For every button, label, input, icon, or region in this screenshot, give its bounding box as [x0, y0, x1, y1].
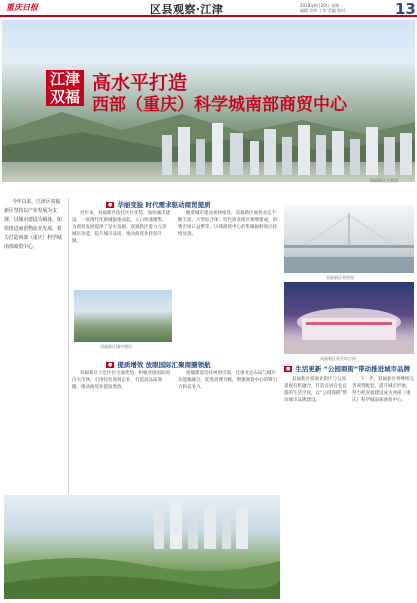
section-kicker-1: ●: [108, 201, 113, 208]
photo2-caption: 双福新区效果图: [326, 275, 354, 280]
mall-illustration: [284, 282, 414, 354]
column-rule: [68, 198, 69, 494]
issue-staff: 编辑 宣传 工作 美编 校对: [300, 8, 346, 13]
body-column-2: 随着城市建设加快推进，双福新区商贸业态不断丰富，大型综合体、特色商业街区相继建成，消费市场日益繁荣，区域商贸中心的集聚辐射效应持续显现。: [178, 211, 277, 237]
hero-photo: [2, 20, 415, 182]
body-column-5: 双福新区将商业街区与公园景观有机融合，打造宜居宜业宜游的生活空间，以“公园商街”带动城市品牌建设。: [284, 377, 348, 403]
section-heading-3-text: 生活更新 “公园商街”带动推进城市品牌: [295, 365, 411, 373]
section-kicker-2: ●: [108, 361, 113, 368]
body-column-4: 商圈建设坚持规划引领，注重业态布局与城市功能相融合，促进消费升级，增强商贸中心的吸引力和竞争力。: [178, 371, 277, 390]
hero-title-line1: 高水平打造: [92, 72, 188, 94]
section-heading-2: [106, 360, 211, 369]
city-construction-photo: [74, 290, 172, 342]
bridge-illustration: [284, 205, 414, 273]
issue-meta: [300, 3, 345, 13]
body-column-3: 双福新区立足区位交通优势，积极对接国际国内大市场，引进知名商贸企业，打造高品质商圈，推动商贸业提质增效。: [72, 371, 170, 390]
section-kicker-3: ●: [286, 365, 291, 372]
park-illustration: [4, 495, 280, 599]
lead-paragraph: 今年以来，江津区双福新区坚持以产业发展为支撑、以城市建设为载体，加快推进商贸物流业发展，着力打造西部（重庆）科学城南部商贸中心。: [4, 199, 62, 250]
rendering-photo: [284, 205, 414, 273]
photo1-caption: 双福新区城市建设: [100, 344, 132, 349]
section-heading-1-text: 华丽变脸 时代需求驱动商贸提质: [117, 201, 211, 209]
city-skyline: [152, 115, 415, 175]
section-heading-3: [284, 364, 410, 373]
city-landscape-photo: [4, 495, 280, 599]
photo4-caption: 双福新区城市风貌: [220, 592, 252, 597]
hero-title-line2: 西部（重庆）科学城南部商贸中心: [92, 95, 347, 115]
page-number: 13: [395, 0, 416, 18]
hero-caption: 双福新区全景图: [370, 178, 398, 183]
paper-name: 重庆日报: [6, 2, 38, 12]
body-column-6: 下一步，双福新区将继续完善商贸配套，提升城市形象，努力把双福建设成为西部（重庆）科学城南部商贸中心。: [352, 377, 414, 403]
commercial-complex-photo: [284, 282, 414, 354]
section-heading-2-text: 提质增效 放眼国际汇聚商圈领航: [117, 361, 211, 369]
body-column-1: 近年来，双福新区依托区位优势，加快城市建设，一座现代化新城拔地而起，人口快速聚集，为商贸发展提供了坚实基础。双福新区着力完善城市功能，提升城市品质，推动商贸业转型升级。: [72, 211, 170, 244]
hero-tag: 江津 双福: [46, 70, 84, 106]
photo3-caption: 双福新区商业综合体: [320, 356, 356, 361]
section-title: 区县观察·江津: [150, 3, 224, 16]
section-heading-1: [106, 200, 211, 209]
issue-date: 2018年8月20日 星期一: [300, 3, 344, 8]
